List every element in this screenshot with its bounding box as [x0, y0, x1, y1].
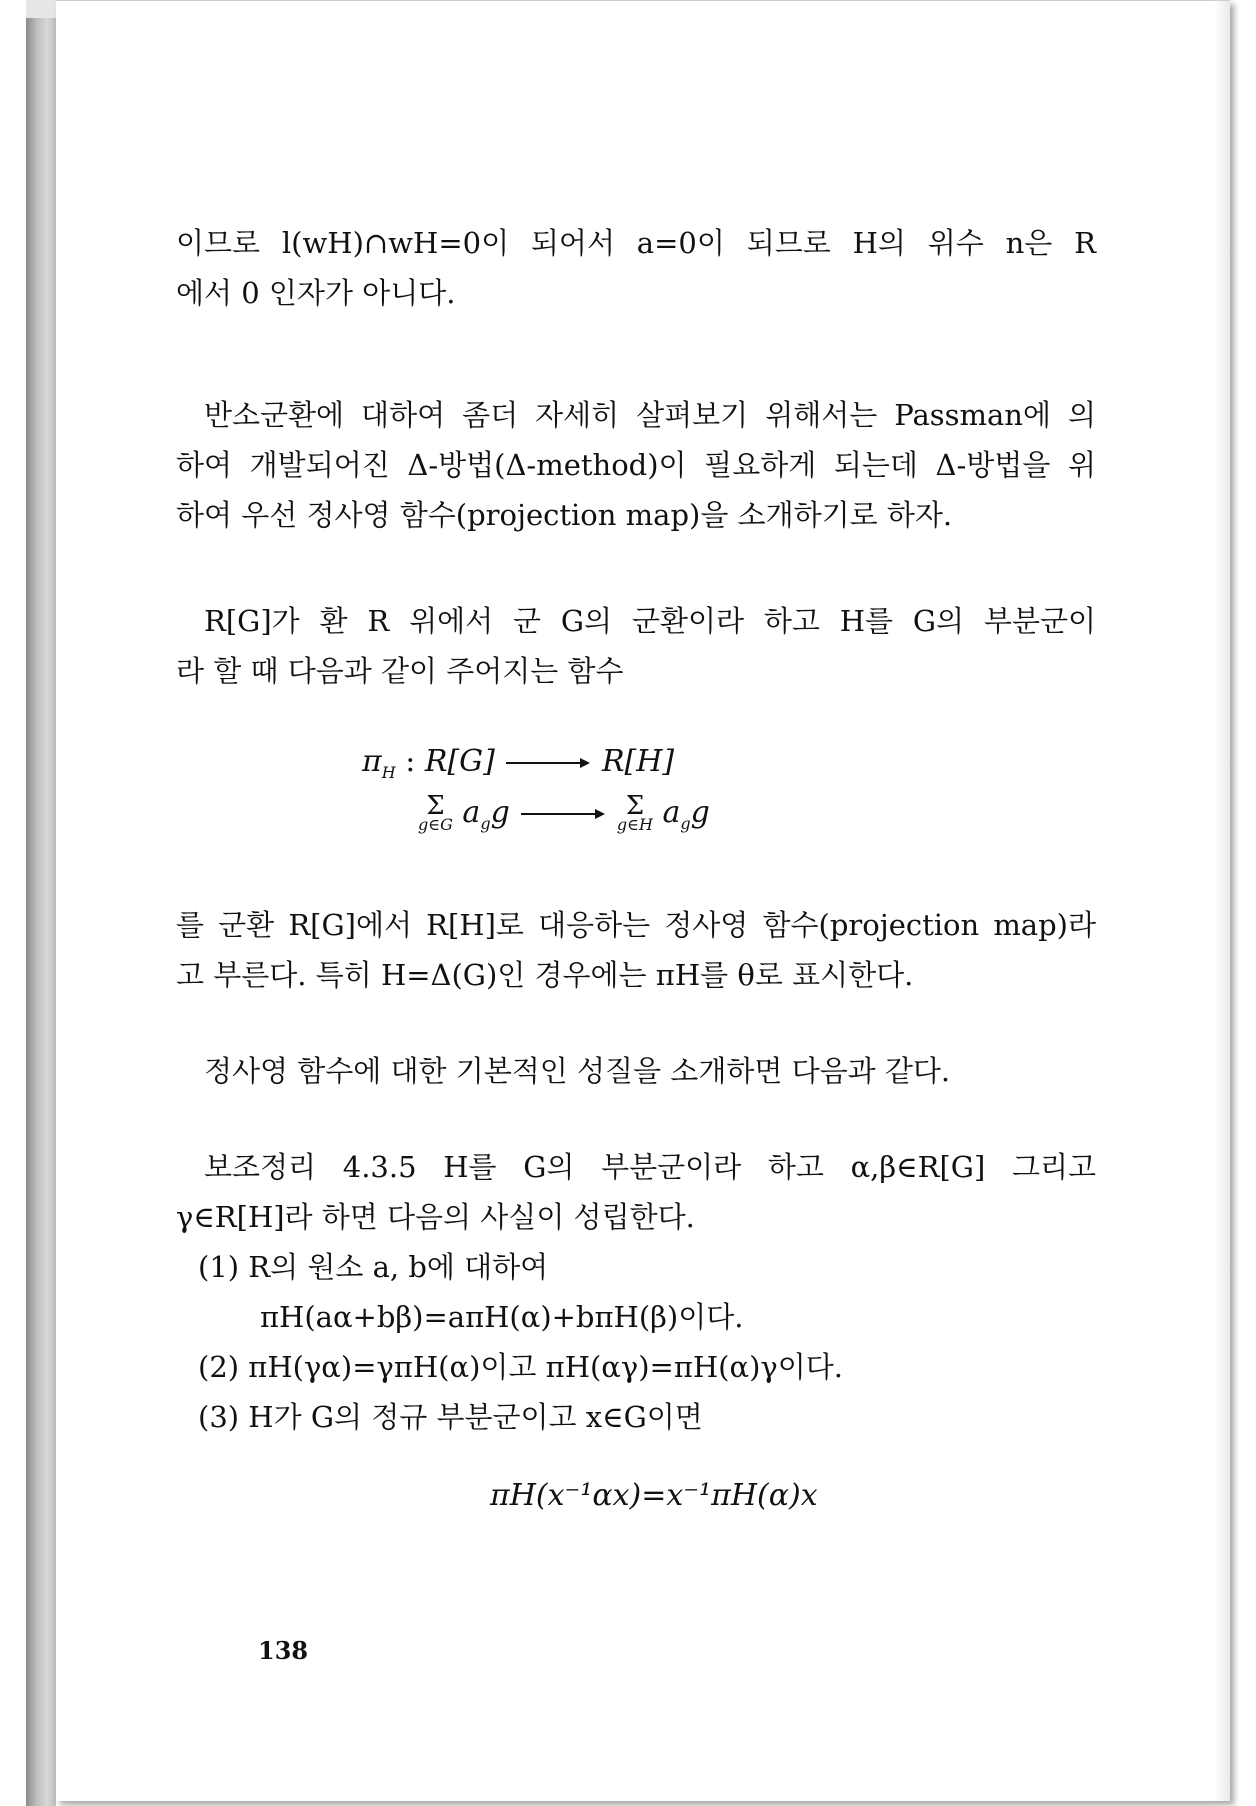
map-domain: R[G] [424, 744, 495, 779]
sum-index-left: g∈G [418, 815, 453, 834]
map-colon: : [405, 744, 416, 779]
book-spine-top [26, 0, 56, 18]
map-symbol: $\pi_H$ [362, 744, 396, 782]
paragraph-5-line-1: 정사영 함수에 대한 기본적인 성질을 소개하면 다음과 같다. [204, 1054, 951, 1088]
paragraph-4 [176, 900, 1096, 1000]
paragraph-4-line-1: 를 군환 R[G]에서 R[H]로 대응하는 정사영 함수(projection map)라 [176, 908, 1096, 942]
long-right-arrow-icon-2 [519, 806, 607, 822]
paragraph-1-line-1: 이므로 l(wH)∩wH=0이 되어서 a=0이 되므로 H의 위수 n은 R [176, 226, 1096, 260]
lemma-item-1: (1) R의 원소 a, b에 대하여 [198, 1250, 549, 1284]
sum-term-right: $a_gg$ [662, 795, 710, 833]
page-number: 138 [258, 1636, 309, 1665]
paragraph-2-line-1: 반소군환에 대하여 좀더 자세히 살펴보기 위해서는 Passman에 의 [204, 398, 1096, 432]
sum-mapping [418, 791, 710, 834]
sum-index-right: g∈H [616, 815, 653, 834]
lemma-item-1-formula: πH(aα+bβ)=aπH(α)+bπH(β)이다. [260, 1300, 744, 1334]
sum-right [616, 791, 653, 834]
paragraph-3 [176, 596, 1096, 696]
page-edge-shade [1214, 1, 1230, 1801]
paragraph-3-line-2: 라 할 때 다음과 같이 주어지는 함수 [176, 654, 624, 688]
projection-map-definition [362, 744, 674, 782]
long-right-arrow-icon [504, 755, 592, 771]
paragraph-3-line-1: R[G]가 환 R 위에서 군 G의 군환이라 하고 H를 G의 부분군이 [204, 604, 1096, 638]
map-codomain: R[H] [601, 744, 675, 779]
paragraph-2 [176, 390, 1096, 540]
lemma-statement-line-1: 보조정리 4.3.5 H를 G의 부분군이라 하고 α,β∈R[G] 그리고 [204, 1150, 1096, 1184]
sum-symbol-left: Σ [426, 791, 445, 821]
book-spine [26, 0, 56, 1806]
sum-term-left: $a_gg$ [462, 795, 510, 833]
paragraph-1 [176, 218, 1096, 318]
paragraph-5 [176, 1046, 1096, 1096]
sum-left [418, 791, 453, 834]
lemma-statement-line-2: γ∈R[H]라 하면 다음의 사실이 성립한다. [176, 1200, 695, 1234]
lemma-item-2: (2) πH(γα)=γπH(α)이고 πH(αγ)=πH(α)γ이다. [198, 1350, 843, 1384]
lemma-item-3: (3) H가 G의 정규 부분군이고 x∈G이면 [198, 1400, 703, 1434]
paragraph-1-line-2: 에서 0 인자가 아니다. [176, 276, 456, 310]
lemma-4-3-5 [176, 1142, 1096, 1442]
paragraph-2-line-2: 하여 개발되어진 Δ-방법(Δ-method)이 필요하게 되는데 Δ-방법을 위 [176, 448, 1096, 482]
sum-symbol-right: Σ [625, 791, 645, 821]
paragraph-4-line-2: 고 부른다. 특히 H=Δ(G)인 경우에는 πH를 θ로 표시한다. [176, 958, 914, 992]
conjugation-formula: πH(x⁻¹αx)=x⁻¹πH(α)x [490, 1478, 818, 1513]
paragraph-2-line-3: 하여 우선 정사영 함수(projection map)을 소개하기로 하자. [176, 498, 953, 532]
